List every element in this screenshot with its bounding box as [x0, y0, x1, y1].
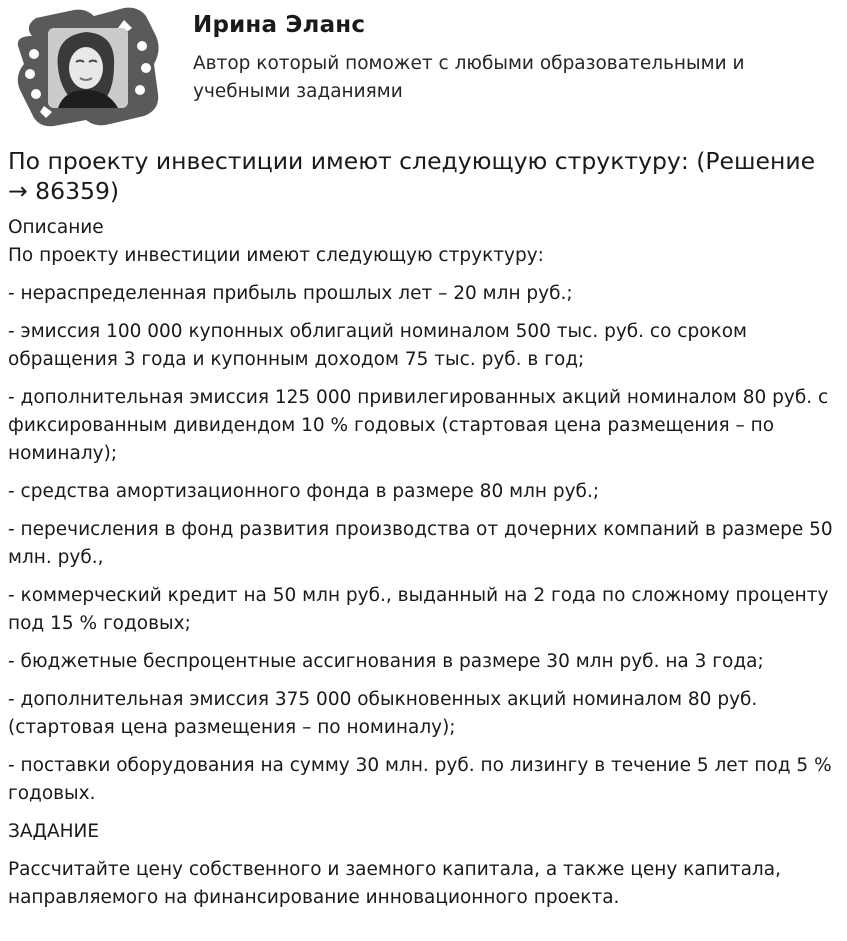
structure-list — [8, 280, 839, 808]
list-item: - перечисления в фонд развития производства от дочерних компаний в размере 50 млн. руб., — [8, 519, 833, 568]
list-item: - нераспределенная прибыль прошлых лет – 20 млн руб.; — [8, 283, 573, 304]
list-item: - бюджетные беспроцентные ассигнования в размере 30 млн руб. на 3 года; — [8, 651, 764, 672]
page-title: По проекту инвестиции имеют следующую структуру: (Решение → 86359) — [8, 147, 816, 205]
list-item: - поставки оборудования на сумму 30 млн. руб. по лизингу в течение 5 лет под 5 % годовых. — [8, 755, 832, 804]
list-item: - эмиссия 100 000 купонных облигаций номиналом 500 тыс. руб. со сроком обращения 3 года и купонным доходом 75 тыс. руб. в год; — [8, 321, 747, 370]
description-label: Описание — [8, 217, 104, 238]
list-item: - коммерческий кредит на 50 млн руб., выданный на 2 года по сложному проценту под 15 % годовых; — [8, 585, 829, 634]
avatar — [14, 6, 162, 128]
list-item: - средства амортизационного фонда в размере 80 млн руб.; — [8, 481, 600, 502]
author-card — [8, 0, 839, 140]
task-text: Рассчитайте цену собственного и заемного капитала, а также цену капитала, направляемого на финансирование инновационного проекта. — [8, 859, 781, 908]
list-item: - дополнительная эмиссия 375 000 обыкновенных акций номиналом 80 руб. (стартовая цена размещения – по номиналу); — [8, 689, 758, 738]
intro-text: По проекту инвестиции имеют следующую структуру: — [8, 245, 544, 266]
list-item: - дополнительная эмиссия 125 000 привилегированных акций номиналом 80 руб. с фиксированным дивидендом 10 % годовых (стартовая цена размещения – по номиналу); — [8, 387, 829, 464]
author-name: Ирина Эланс — [193, 12, 366, 38]
avatar-film-frame-icon — [14, 6, 162, 128]
task-label: ЗАДАНИЕ — [8, 821, 100, 842]
author-description: Автор который поможет с любыми образовательными и учебными заданиями — [193, 53, 745, 102]
